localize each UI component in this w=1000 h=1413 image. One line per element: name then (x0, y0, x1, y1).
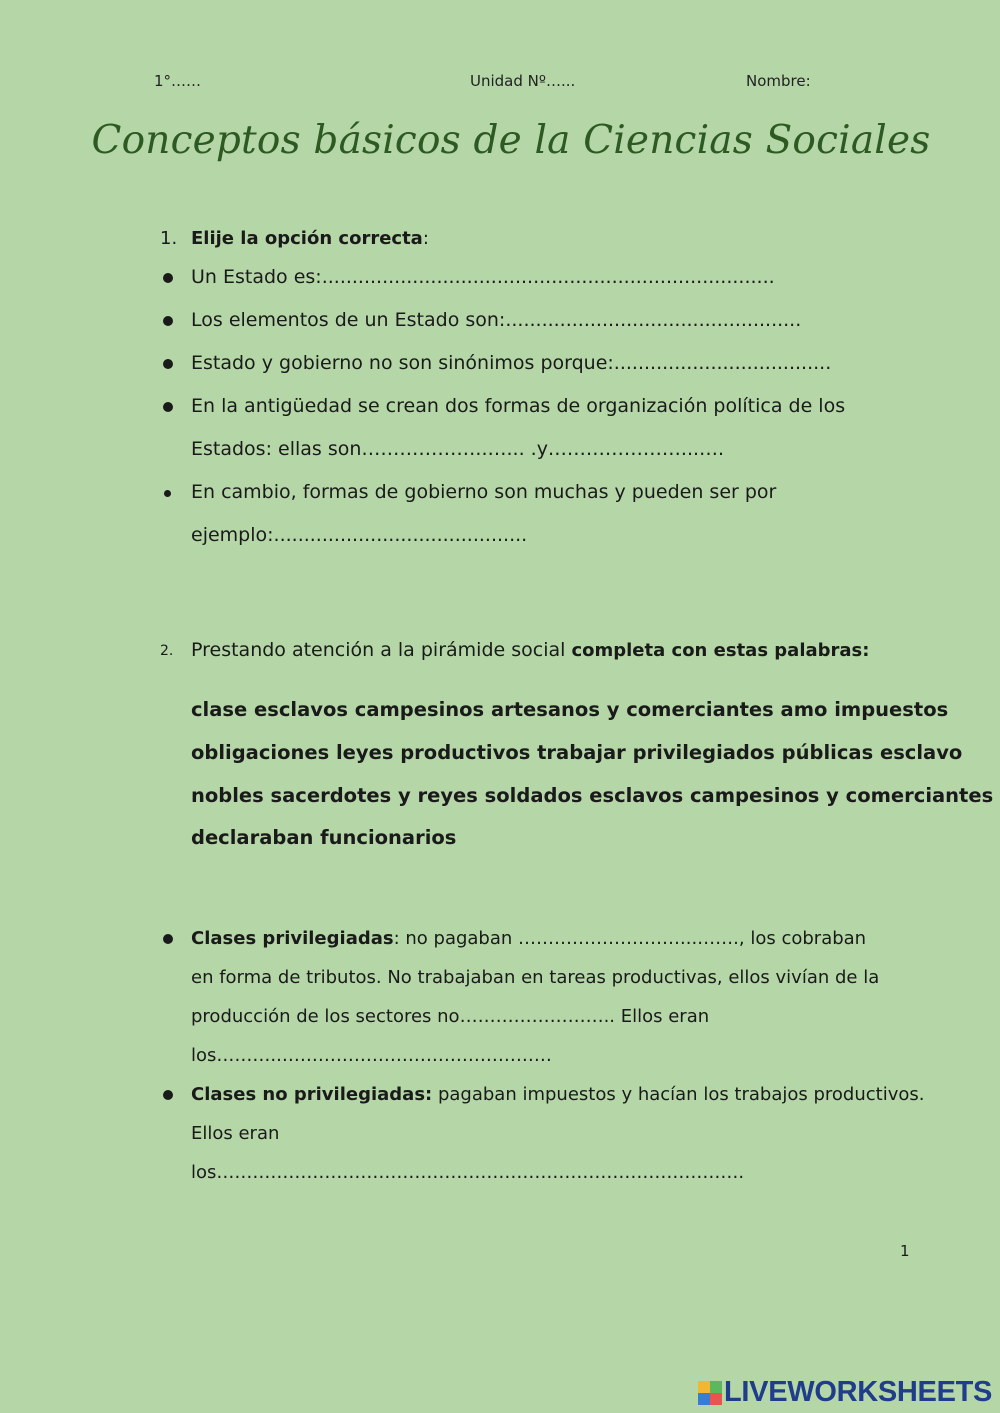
word-bank-line: nobles sacerdotes y reyes soldados esclavos campesinos y comerciantes (191, 784, 994, 807)
section2-number: 2. (160, 643, 174, 659)
non-privileged-label: Clases no privilegiadas: (191, 1084, 433, 1105)
section1-instruction-colon: : (422, 228, 429, 249)
logo-square (710, 1381, 722, 1393)
section1-instruction-bold: Elije la opción correcta (191, 228, 423, 249)
bullet-icon (161, 400, 175, 414)
word-bank-line: obligaciones leyes productivos trabajar privilegiados públicas esclavo (191, 741, 963, 764)
item-formas-line1: En cambio, formas de gobierno son muchas y pueden ser por (191, 481, 777, 503)
logo-square (710, 1393, 722, 1405)
name-label: Nombre: (746, 72, 811, 90)
item-antiguedad-line1: En la antigüedad se crean dos formas de organización política de los (191, 395, 846, 417)
unit-field: Unidad Nº…... (470, 72, 576, 90)
page-title: Conceptos básicos de la Ciencias Sociales (91, 118, 931, 163)
non-privileged-line1-rest: pagaban impuestos y hacían los trabajos productivos. (432, 1084, 925, 1105)
bullet-icon (161, 932, 175, 946)
liveworksheets-logo (698, 1376, 992, 1409)
word-bank-line: declaraban funcionarios (191, 826, 457, 849)
privileged-line3: producción de los sectores no…………………….. Ellos eran (191, 1006, 710, 1027)
section2-instruction-bold: completa con estas palabras: (571, 640, 870, 661)
section2-instruction-plain: Prestando atención a la pirámide social (191, 639, 572, 661)
privileged-label: Clases privilegiadas (191, 928, 394, 949)
bullet-icon (161, 357, 175, 371)
logo-square (698, 1393, 710, 1405)
section1-instruction (191, 228, 429, 249)
privileged-line1 (191, 928, 866, 949)
page-number: 1 (900, 1242, 910, 1260)
privileged-line4: los………..……………………………………… (191, 1045, 552, 1066)
item-estado: Un Estado es:........................................................................... (191, 266, 775, 288)
item-estado-gobierno: Estado y gobierno no son sinónimos porque:.................................... (191, 352, 832, 374)
bullet-icon (161, 271, 175, 285)
non-privileged-line2: Ellos eran (191, 1123, 280, 1144)
bullet-icon (161, 1088, 175, 1102)
item-elementos: Los elementos de un Estado son:................................................. (191, 309, 802, 331)
item-formas-line2: ejemplo:.......................................... (191, 524, 528, 546)
word-bank-line: clase esclavos campesinos artesanos y comerciantes amo impuestos (191, 698, 949, 721)
privileged-line2: en forma de tributos. No trabajaban en tareas productivas, ellos vivían de la (191, 967, 880, 988)
liveworksheets-logo-icon (698, 1381, 722, 1405)
logo-square (698, 1381, 710, 1393)
section2-instruction (191, 639, 869, 661)
item-antiguedad-line2: Estados: ellas son………………..…... .y…………………...…. (191, 438, 725, 460)
logo-text: LIVEWORKSHEETS (724, 1376, 993, 1408)
bullet-icon (161, 486, 175, 500)
section1-number: 1. (160, 228, 178, 249)
bullet-icon (161, 314, 175, 328)
non-privileged-line3: los……………………………………………………………………………. (191, 1162, 745, 1183)
grade-field: 1°…… (154, 72, 202, 90)
non-privileged-line1 (191, 1084, 924, 1105)
privileged-line1-rest: : no pagaban ………………………...……., los cobraban (393, 928, 867, 949)
